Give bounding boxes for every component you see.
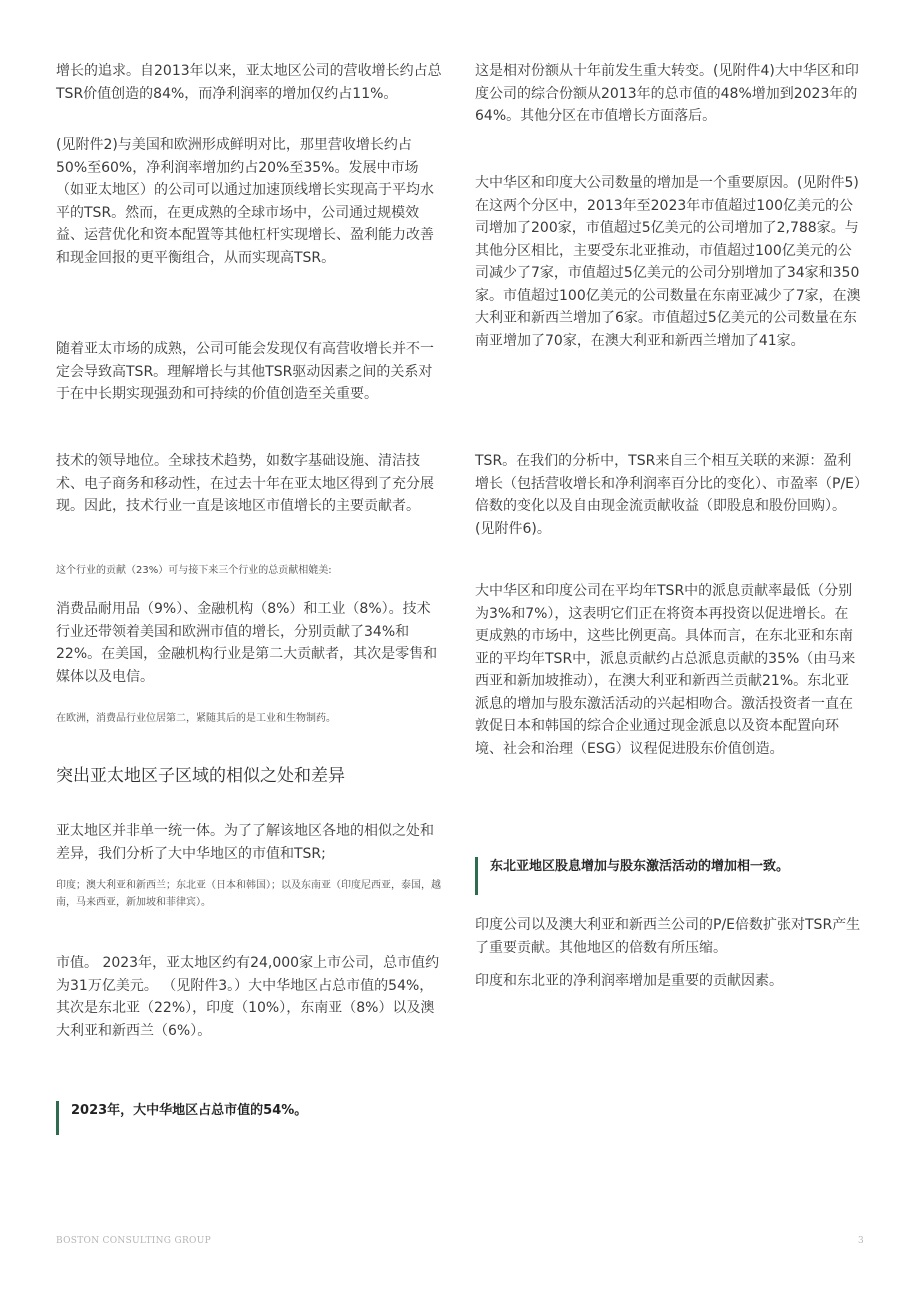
left-paragraph-2: (见附件2)与美国和欧洲形成鲜明对比，那里营收增长约占50%至60%，净利润率增加约占20%至35%。发展中市场（如亚太地区）的公司可以通过加速顶线增长实现高于平均水平的TSR。然而，在更成熟的全球市场中，公司通过规模效益、运营优化和资本配置等其他杠杆实现增长、盈利能力改善和现金回报的更平衡组合，从而实现高TSR。 [56,137,434,266]
right-paragraph-1: 这是相对份额从十年前发生重大转变。(见附件4)大中华区和印度公司的综合份额从2013年的总市值的48%增加到2023年的64%。其他分区在市值增长方面落后。 [475,63,859,124]
right-paragraph-6: 印度和东北亚的净利润率增加是重要的贡献因素。 [475,973,783,989]
right-paragraph-4: 大中华区和印度公司在平均年TSR中的派息贡献率最低（分别为3%和7%），这表明它们正在将资本再投资以促进增长。在更成熟的市场中，这些比例更高。具体而言，在东北亚和东南亚的平均年TSR中，派息贡献约占总派息贡献的35%（由马来西亚和新加坡推动），在澳大利亚和新西兰贡献21%。东北亚派息的增加与股东激活活动的兴起相吻合。激活投资者一直在敦促日本和韩国的综合企业通过现金派息以及资本配置向环境、社会和治理（ESG）议程促进股东价值创造。 [475,583,856,757]
page-number: 3 [858,1236,865,1246]
left-paragraph-5: 消费品耐用品（9%）、金融机构（8%）和工业（8%）。技术行业还带领着美国和欧洲市值的增长，分别贡献了34%和22%。在美国，金融机构行业是第二大贡献者，其次是零售和媒体以及电信。 [56,601,438,685]
section-heading: 突出亚太地区子区域的相似之处和差异 [56,766,345,786]
left-paragraph-4: 技术的领导地位。全球技术趋势，如数字基础设施、清洁技术、电子商务和移动性，在过去十年在亚太地区得到了充分展现。因此，技术行业一直是该地区市值增长的主要贡献者。 [56,453,434,514]
left-paragraph-7: 市值。 2023年，亚太地区约有24,000家上市公司，总市值约为31万亿美元。 （见附件3。）大中华地区占总市值的54%，其次是东北亚（22%），印度（10%），东南亚（8%）以及澳大利亚和新西兰（6%）。 [56,955,440,1039]
footer-brand: BOSTON CONSULTING GROUP [56,1236,211,1246]
left-note-2: 在欧洲，消费品行业位居第二，紧随其后的是工业和生物制药。 [56,713,336,724]
right-callout-text: 东北亚地区股息增加与股东激活活动的增加相一致。 [490,859,790,874]
left-paragraph-6: 亚太地区并非单一统一体。为了了解该地区各地的相似之处和差异，我们分析了大中华地区的市值和TSR; [56,823,434,862]
left-paragraph-1: 增长的追求。自2013年以来，亚太地区公司的营收增长约占总TSR价值创造的84%，而净利润率的增加仅约占11%。 [56,63,442,102]
left-callout-text: 2023年，大中华地区占总市值的54%。 [71,1103,308,1118]
left-note-3: 印度；澳大利亚和新西兰；东北亚（日本和韩国）；以及东南亚（印度尼西亚，泰国，越南，马来西亚，新加坡和菲律宾）。 [56,880,441,908]
right-paragraph-2: 大中华区和印度大公司数量的增加是一个重要原因。(见附件5)在这两个分区中，2013年至2023年市值超过100亿美元的公司增加了200家，市值超过5亿美元的公司增加了2,788家。与其他分区相比，主要受东北亚推动，市值超过100亿美元的公司减少了7家，市值超过5亿美元的公司分别增加了34家和350家。市值超过100亿美元的公司数量在东南亚减少了7家，在澳大利亚和新西兰增加了6家。市值超过5亿美元的公司数量在东南亚增加了70家，在澳大利亚和新西兰增加了41家。 [475,175,861,349]
right-callout [475,857,860,895]
left-callout [56,1101,441,1135]
left-note-1: 这个行业的贡献（23%）可与接下来三个行业的总贡献相媲美: [56,565,332,576]
right-paragraph-5: 印度公司以及澳大利亚和新西兰公司的P/E倍数扩张对TSR产生了重要贡献。其他地区的倍数有所压缩。 [475,917,861,956]
right-paragraph-3: TSR。在我们的分析中，TSR来自三个相互关联的来源：盈利增长（包括营收增长和净利润率百分比的变化）、市盈率（P/E）倍数的变化以及自由现金流贡献收益（即股息和股份回购）。(见附件6)。 [475,453,862,537]
left-paragraph-3: 随着亚太市场的成熟，公司可能会发现仅有高营收增长并不一定会导致高TSR。理解增长与其他TSR驱动因素之间的关系对于在中长期实现强劲和可持续的价值创造至关重要。 [56,341,434,402]
